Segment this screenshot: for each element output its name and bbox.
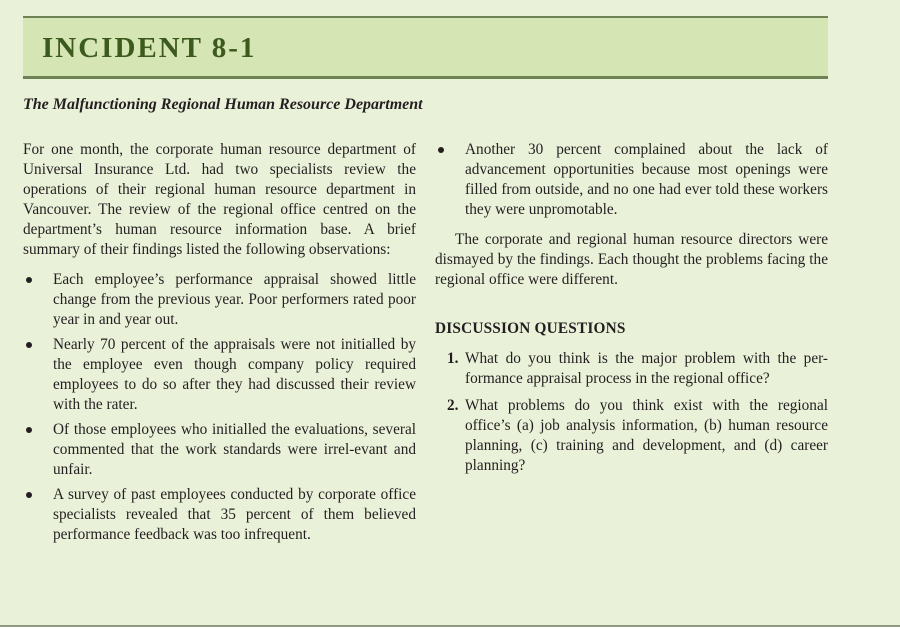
finding-item xyxy=(23,335,416,415)
intro-paragraph: For one month, the corporate human resource department of Universal Insurance Ltd. had two specialists review the operations of their regional human resource department in Vancouver. The review of the regional office centred on the department’s human resource information base. A brief summary of their findings listed the following observations: xyxy=(23,141,416,258)
question-item xyxy=(435,349,828,389)
question-number: 2. xyxy=(447,397,459,414)
conclusion-paragraph: The corporate and regional human resource directors were dismayed by the findings. Each thought the problems facing the regional office were different. xyxy=(435,231,828,288)
bullet-icon xyxy=(26,277,32,283)
finding-text: Nearly 70 percent of the appraisals were not initialled by the employee even though company policy required employees to do so after they had discussed their review with the rater. xyxy=(53,336,416,413)
finding-item xyxy=(23,485,416,545)
right-column xyxy=(435,140,828,483)
question-item xyxy=(435,396,828,476)
finding-text: Of those employees who initialled the evaluations, several commented that the work standards were irrel-evant and unfair. xyxy=(53,421,416,478)
left-column xyxy=(23,140,416,550)
discussion-heading: DISCUSSION QUESTIONS xyxy=(435,320,626,337)
discussion-questions xyxy=(435,349,828,476)
finding-text: A survey of past employees conducted by corporate office specialists revealed that 35 percent of them believed performance feedback was too infrequent. xyxy=(53,486,416,543)
case-title: The Malfunctioning Regional Human Resource Department xyxy=(23,96,423,113)
bullet-icon xyxy=(438,147,444,153)
question-text: What do you think is the major problem with the per-formance appraisal process in the regional office? xyxy=(465,350,828,387)
finding-text: Each employee’s performance appraisal showed little change from the previous year. Poor performers rated poor year in and year out. xyxy=(53,271,416,328)
bullet-icon xyxy=(26,492,32,498)
finding-item xyxy=(23,420,416,480)
bullet-icon xyxy=(26,427,32,433)
findings-list xyxy=(23,270,416,545)
finding-text: Another 30 percent complained about the lack of advancement opportunities because most openings were filled from outside, and no one had ever told these workers they were unpromotable. xyxy=(465,141,828,218)
finding-item xyxy=(23,270,416,330)
incident-title: INCIDENT 8-1 xyxy=(42,32,257,64)
question-text: What problems do you think exist with the regional office’s (a) job analysis information, (b) human resource planning, (c) training and development, and (d) career planning? xyxy=(465,397,828,474)
question-number: 1. xyxy=(447,350,459,367)
bullet-icon xyxy=(26,342,32,348)
incident-header-band xyxy=(23,16,828,79)
findings-list-continued xyxy=(435,140,828,220)
finding-item xyxy=(435,140,828,220)
